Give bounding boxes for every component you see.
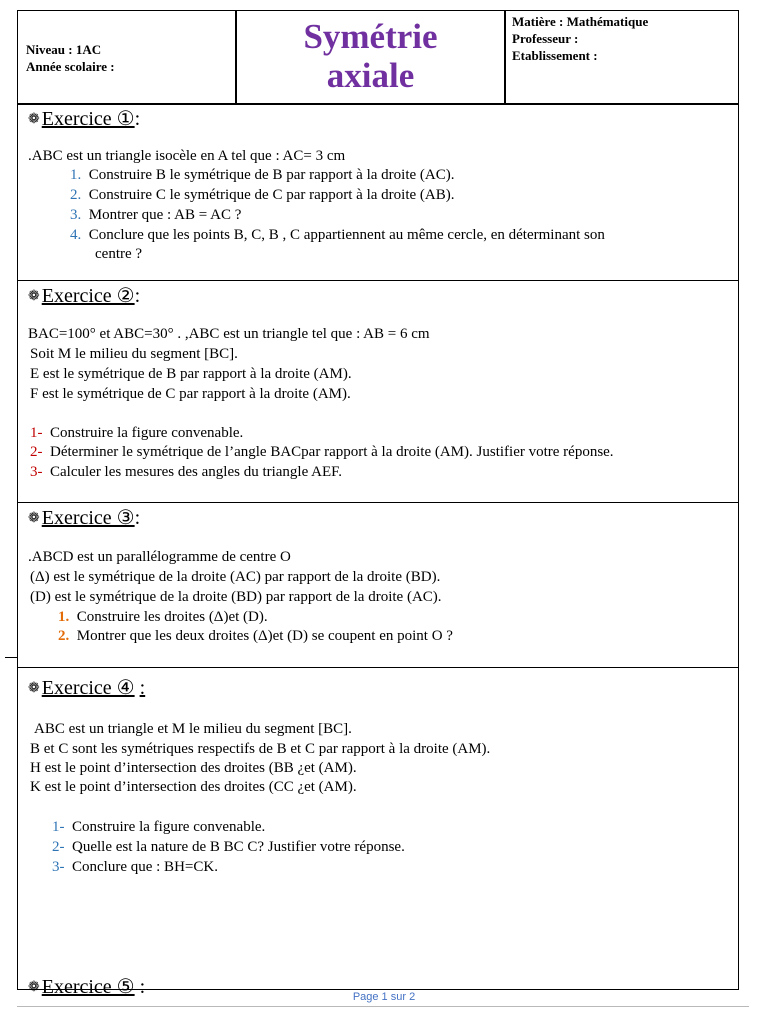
etablissement-label: Etablissement :: [512, 48, 598, 63]
exercise-1-q4: 4. Conclure que les points B, C, B , C appartiennent au même cercle, en déterminant son: [70, 227, 605, 243]
exercise-1-q2: 2. Construire C le symétrique de C par rapport à la droite (AB).: [70, 187, 455, 203]
exercise-2-line-4: F est le symétrique de C par rapport à la droite (AM).: [30, 386, 351, 402]
exercise-5-title: ❁ Exercice ⑤ :: [28, 976, 146, 998]
exercise-1-q3: 3. Montrer que : AB = AC ?: [70, 207, 242, 223]
header-left-cell: [18, 11, 237, 103]
exercise-3-statement: .ABCD est un parallélogramme de centre O: [28, 549, 291, 565]
exercise-3-title: ❁ Exercice ③:: [28, 507, 141, 529]
flower-icon: ❁: [28, 112, 40, 127]
page-title: [237, 11, 504, 95]
exercise-2-title: ❁ Exercice ②:: [28, 285, 141, 307]
exercise-4-statement: ABC est un triangle et M le milieu du segment [BC].: [34, 721, 352, 737]
exercise-2-q2: 2- Déterminer le symétrique de l’angle BACpar rapport à la droite (AM). Justifier votre réponse.: [30, 444, 614, 460]
exercise-3: [18, 502, 738, 667]
exercise-3-line-2: (Δ) est le symétrique de la droite (AC) par rapport de la droite (BD).: [30, 569, 441, 585]
exercise-4-line-2: B et C sont les symétriques respectifs de B et C par rapport à la droite (AM).: [30, 741, 491, 757]
exercise-3-line-3: (D) est le symétrique de la droite (BD) par rapport de la droite (AC).: [30, 589, 442, 605]
footer-divider: [17, 1006, 749, 1007]
exercise-2-line-2: Soit M le milieu du segment [BC].: [30, 346, 238, 362]
exercise-2-q1: 1- Construire la figure convenable.: [30, 425, 244, 441]
header-title-cell: [237, 11, 506, 103]
exercise-1-q4-cont: centre ?: [95, 246, 143, 262]
exercise-4-q3: 3- Conclure que : BH=CK.: [52, 859, 218, 875]
annee-label: Année scolaire :: [26, 59, 115, 74]
flower-icon: ❁: [28, 681, 40, 696]
matiere-label: Matière : Mathématique: [512, 14, 649, 29]
header-right-cell: [506, 11, 740, 103]
exercise-4-line-4: K est le point d’intersection des droites (CC ¿et (AM).: [30, 779, 357, 795]
page-footer: Page 1 sur 2: [352, 991, 416, 1003]
exercise-1-title: ❁ Exercice ①:: [28, 108, 141, 130]
exercise-1-q1: 1. Construire B le symétrique de B par rapport à la droite (AC).: [70, 167, 455, 183]
exercise-4-q1: 1- Construire la figure convenable.: [52, 819, 266, 835]
exercise-3-q2: 2. Montrer que les deux droites (Δ)et (D) se coupent en point O ?: [58, 628, 453, 644]
exercise-1: [18, 103, 738, 280]
exercise-2-statement: BAC=100° et ABC=30° . ,ABC est un triangle tel que : AB = 6 cm: [28, 326, 430, 342]
exercise-3-q1: 1. Construire les droites (Δ)et (D).: [58, 609, 268, 625]
professeur-label: Professeur :: [512, 31, 579, 46]
title-line-2: axiale: [326, 56, 415, 95]
exercise-4-q2: 2- Quelle est la nature de B BC C? Justifier votre réponse.: [52, 839, 405, 855]
niveau-label: Niveau : 1AC: [26, 42, 102, 57]
header-table: [18, 11, 738, 105]
title-line-1: Symétrie: [303, 17, 438, 56]
exercise-2-line-3: E est le symétrique de B par rapport à la droite (AM).: [30, 366, 352, 382]
exercise-4-title: ❁ Exercice ④ :: [28, 677, 146, 699]
flower-icon: ❁: [28, 289, 40, 304]
exercise-2-q3: 3- Calculer les mesures des angles du triangle AEF.: [30, 464, 343, 480]
exercise-2: [18, 280, 738, 502]
flower-icon: ❁: [28, 980, 40, 995]
margin-mark: [5, 657, 17, 658]
exercise-1-statement: .ABC est un triangle isocèle en A tel que : AC= 3 cm: [28, 148, 346, 164]
exercise-4-line-3: H est le point d’intersection des droites (BB ¿et (AM).: [30, 760, 357, 776]
flower-icon: ❁: [28, 511, 40, 526]
